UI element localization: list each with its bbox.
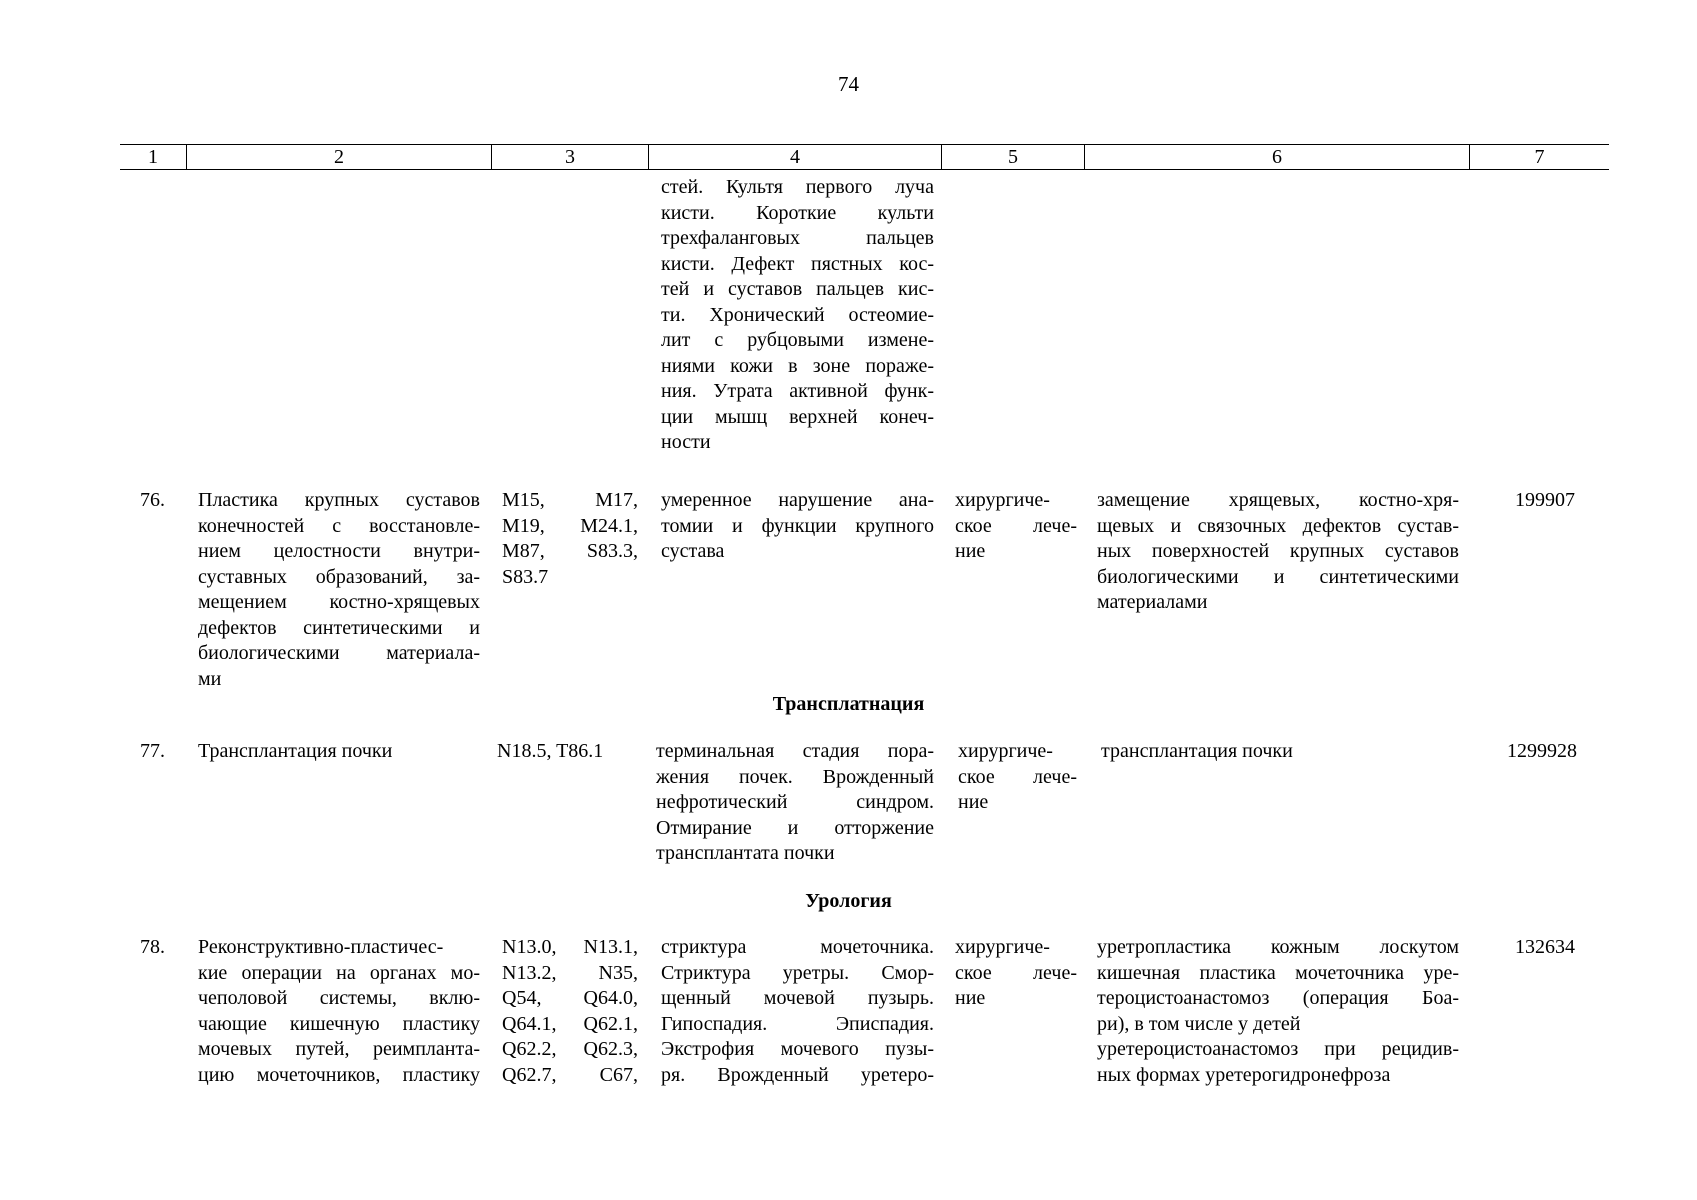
text-line: стей. Культя первого луча	[661, 176, 934, 198]
treatment-method-cell	[1097, 935, 1459, 1088]
header-col-5: 5	[941, 145, 1084, 169]
text-line: ние	[955, 540, 986, 562]
header-col-2: 2	[186, 145, 491, 169]
header-col-3: 3	[491, 145, 648, 169]
text-line: ми	[198, 667, 222, 690]
text-line: щенный мочевой пузырь.	[661, 987, 934, 1009]
text-line: Трансплантация почки	[198, 740, 393, 762]
text-line: мочевых путей, реимпланта-	[198, 1038, 480, 1060]
text-line: стриктура мочеточника.	[661, 936, 934, 958]
text-line: Стриктура уретры. Смор-	[661, 961, 934, 984]
treatment-method-cell	[1097, 488, 1459, 616]
text-line: ское лече-	[958, 765, 1077, 788]
text-line: терминальная стадия пора-	[656, 740, 934, 762]
text-line: конечностей с восстановле-	[198, 514, 480, 537]
text-line: нием целостности внутри-	[198, 540, 480, 562]
icd-codes-cell	[502, 488, 638, 590]
text-line: ниями кожи в зоне пораже-	[661, 354, 934, 377]
text-line: жения почек. Врожденный	[656, 765, 934, 788]
header-col-4: 4	[648, 145, 941, 169]
text-line: суставных образований, за-	[198, 565, 480, 588]
text-line: сустава	[661, 540, 725, 562]
page-number: 74	[838, 72, 859, 96]
text-line: M87, S83.3,	[502, 540, 638, 562]
treatment-type-cell	[955, 488, 1077, 565]
text-line: Q54, Q64.0,	[502, 987, 638, 1009]
procedure-name-cell	[198, 488, 480, 692]
text-line: Q62.7, C67,	[502, 1063, 638, 1086]
text-line: ря. Врожденный уретеро-	[661, 1063, 934, 1086]
treatment-type-cell	[955, 935, 1077, 1012]
section-title: Трансплатнация	[772, 693, 925, 715]
text-line: Отмирание и отторжение	[656, 816, 934, 839]
text-line: нефротический синдром.	[656, 791, 934, 813]
text-line: трехфаланговых пальцев	[661, 227, 934, 249]
text-line: замещение хрящевых, костно-хря-	[1097, 489, 1459, 511]
price-cell: 1299928	[1507, 740, 1577, 762]
text-line: Экстрофия мочевого пузы-	[661, 1038, 934, 1060]
text-line: хирургиче-	[958, 740, 1053, 762]
text-line: Пластика крупных суставов	[198, 489, 480, 511]
text-line: тей и суставов пальцев кис-	[661, 278, 934, 300]
text-line: умеренное нарушение ана-	[661, 489, 934, 511]
patient-model-cell	[661, 488, 934, 565]
text-line: ское лече-	[955, 961, 1077, 984]
icd-codes-cell	[497, 739, 642, 765]
patient-model-cell	[656, 739, 934, 867]
text-line: тероцистоанастомоз (операция Боа-	[1097, 987, 1459, 1009]
price-cell: 199907	[1515, 489, 1575, 511]
treatment-type-cell	[958, 739, 1077, 816]
text-line: N18.5, T86.1	[497, 740, 604, 762]
text-line: Реконструктивно-пластичес-	[198, 936, 444, 958]
text-line: ти. Хронический остеомие-	[661, 303, 934, 326]
text-line: уретероцистоанастомоз при рецидив-	[1097, 1038, 1459, 1060]
text-line: уретропластика кожным лоскутом	[1097, 936, 1459, 958]
text-line: ское лече-	[955, 514, 1077, 537]
text-line: кисти. Дефект пястных кос-	[661, 252, 934, 275]
table-header	[120, 144, 1609, 170]
treatment-method-cell	[1101, 739, 1459, 765]
header-col-7: 7	[1469, 145, 1609, 169]
text-line: чеполовой системы, вклю-	[198, 987, 480, 1009]
text-line: S83.7	[502, 565, 549, 588]
text-line: лит с рубцовыми измене-	[661, 329, 934, 351]
header-col-6: 6	[1084, 145, 1469, 169]
text-line: ных формах уретерогидронефроза	[1097, 1063, 1391, 1086]
text-line: ния. Утрата активной функ-	[661, 380, 934, 402]
text-line: щевых и связочных дефектов сустав-	[1097, 514, 1459, 537]
continuation-model-cell	[661, 175, 934, 456]
text-line: материалами	[1097, 591, 1208, 613]
text-line: биологическими и синтетическими	[1097, 565, 1459, 588]
row-number: 77.	[140, 740, 165, 762]
text-line: Q62.2, Q62.3,	[502, 1038, 638, 1060]
text-line: кие операции на органах мо-	[198, 961, 480, 984]
text-line: биологическими материала-	[198, 642, 480, 664]
row-number: 78.	[140, 936, 165, 958]
procedure-name-cell	[198, 739, 480, 765]
text-line: N13.0, N13.1,	[502, 936, 638, 958]
text-line: чающие кишечную пластику	[198, 1012, 480, 1035]
text-line: M15, M17,	[502, 489, 638, 511]
text-line: ние	[955, 987, 986, 1009]
text-line: кисти. Короткие культи	[661, 201, 934, 224]
text-line: хирургиче-	[955, 489, 1050, 511]
text-line: трансплантация почки	[1101, 740, 1293, 762]
text-line: Q64.1, Q62.1,	[502, 1012, 638, 1035]
text-line: ри), в том числе у детей	[1097, 1012, 1301, 1035]
text-line: хирургиче-	[955, 936, 1050, 958]
text-line: ние	[958, 791, 989, 813]
text-line: ных поверхностей крупных суставов	[1097, 540, 1459, 562]
patient-model-cell	[661, 935, 934, 1088]
text-line: трансплантата почки	[656, 842, 835, 864]
text-line: томии и функции крупного	[661, 514, 934, 537]
section-title: Урология	[805, 890, 892, 912]
icd-codes-cell	[502, 935, 638, 1088]
text-line: кишечная пластика мочеточника уре-	[1097, 961, 1459, 984]
text-line: ности	[661, 431, 711, 453]
text-line: мещением костно-хрящевых	[198, 591, 480, 613]
procedure-name-cell	[198, 935, 480, 1088]
text-line: ции мышц верхней конеч-	[661, 405, 934, 428]
text-line: N13.2, N35,	[502, 961, 638, 984]
header-col-1: 1	[148, 146, 158, 168]
text-line: цию мочеточников, пластику	[198, 1063, 480, 1086]
text-line: дефектов синтетическими и	[198, 616, 480, 639]
row-number: 76.	[140, 489, 165, 511]
text-line: Гипоспадия. Эписпадия.	[661, 1012, 934, 1035]
text-line: M19, M24.1,	[502, 514, 638, 537]
price-cell: 132634	[1515, 936, 1575, 958]
